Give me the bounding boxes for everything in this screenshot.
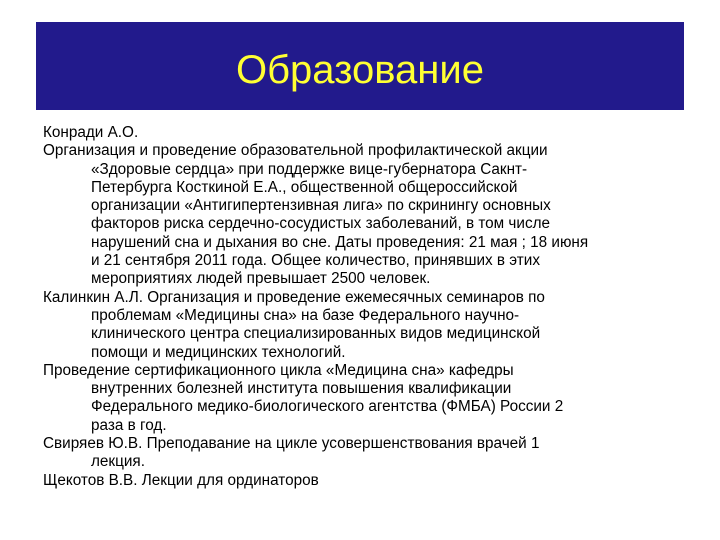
body-text-line: Калинкин А.Л. Организация и проведение ежемесячных семинаров по bbox=[43, 288, 545, 306]
body-text-line: организации «Антигипертензивная лига» по скринингу основных bbox=[91, 197, 551, 215]
body-text-line: помощи и медицинских технологий. bbox=[91, 343, 346, 361]
body-paragraph bbox=[43, 289, 695, 362]
body-text-line: Федерального медико-биологического агентства (ФМБА) России 2 bbox=[91, 398, 564, 416]
body-text-line: внутренних болезней института повышения квалификации bbox=[91, 380, 512, 398]
body-paragraph bbox=[43, 435, 695, 472]
body-text-line: Свиряев Ю.В. Преподавание на цикле усовершенствования врачей 1 bbox=[43, 435, 540, 453]
body-paragraph bbox=[43, 472, 695, 490]
body-text-line: проблемам «Медицины сна» на базе Федерального научно- bbox=[91, 306, 520, 324]
body-text-line: Конради А.О. bbox=[43, 124, 139, 141]
body-text-line: раза в год. bbox=[91, 416, 167, 434]
body-text-line: «Здоровые сердца» при поддержке вице-губернатора Сакнт- bbox=[91, 160, 528, 178]
body-text-line: Проведение сертификационного цикла «Медицина сна» кафедры bbox=[43, 361, 514, 379]
body-text-line: лекция. bbox=[91, 453, 145, 471]
slide-body bbox=[43, 124, 695, 490]
body-text-line: мероприятиях людей превышает 2500 человек. bbox=[91, 270, 431, 288]
body-text-line: Организация и проведение образовательной профилактической акции bbox=[43, 142, 548, 160]
body-paragraph bbox=[43, 142, 695, 288]
slide-title: Образование bbox=[236, 48, 484, 92]
body-text-line: факторов риска сердечно-сосудистых заболеваний, в том числе bbox=[91, 215, 551, 233]
body-text-line: нарушений сна и дыхания во сне. Даты проведения: 21 мая ; 18 июня bbox=[91, 233, 589, 251]
body-paragraph bbox=[43, 362, 695, 435]
body-text-line: и 21 сентября 2011 года. Общее количество, принявших в этих bbox=[91, 252, 540, 270]
body-text-line: Петербурга Косткиной Е.А., общественной общероссийской bbox=[91, 178, 518, 196]
body-paragraph bbox=[43, 124, 695, 142]
body-text-line: Щекотов В.В. Лекции для ординаторов bbox=[43, 471, 319, 489]
body-text-line: клинического центра специализированных видов медицинской bbox=[91, 325, 541, 343]
title-banner bbox=[36, 22, 684, 110]
